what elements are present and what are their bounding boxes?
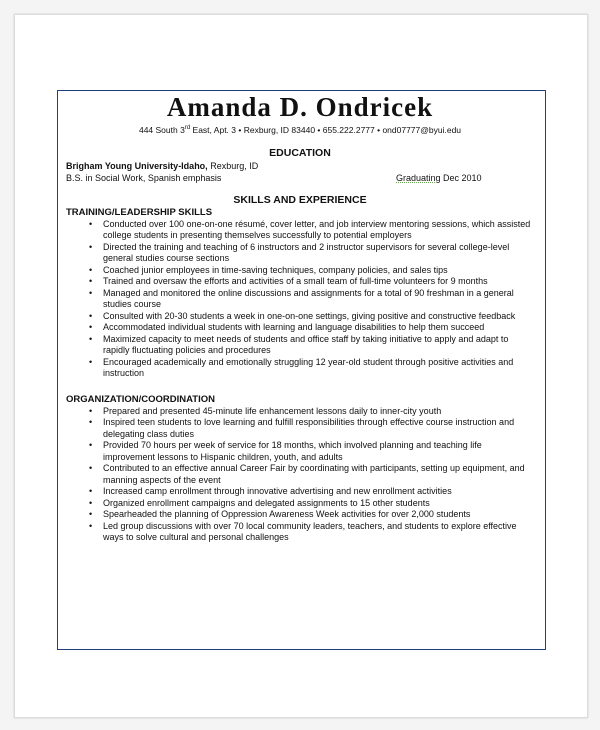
bullet-dot-icon: • — [89, 264, 93, 275]
school-name: Brigham Young University-Idaho, — [66, 160, 208, 171]
bullet-text: Trained and oversaw the efforts and activities of a small team of full-time volunteers for 9 months — [103, 276, 488, 287]
contact-address-number: 444 South 3 — [138, 124, 185, 135]
bullet-item — [89, 509, 534, 521]
bullet-dot-icon: • — [89, 509, 93, 520]
bullet-dot-icon: • — [89, 356, 93, 367]
bullet-text: Prepared and presented 45-minute life enhancement lessons daily to inner-city youth — [103, 405, 442, 416]
bullet-item — [89, 264, 534, 277]
skills-heading: SKILLS AND EXPERIENCE — [233, 193, 367, 206]
degree: B.S. in Social Work, Spanish emphasis — [66, 172, 222, 183]
bullet-dot-icon: • — [89, 486, 93, 497]
bullet-item — [89, 218, 534, 242]
bullet-item — [89, 463, 534, 486]
bullet-dot-icon: • — [89, 333, 93, 344]
bullet-text: Spearheaded the planning of Oppression Awareness Week activities for over 2,000 students — [103, 509, 471, 520]
graduation-date: Dec 2010 — [440, 172, 482, 183]
bullet-text: Managed and monitored the online discussions and assignments for a total of 90 freshman in a general studies course — [103, 287, 514, 310]
bullet-dot-icon: • — [89, 440, 93, 451]
bullet-text: Inspired teen students to love learning and fulfill responsibilities through effective course instruction and delegating class duties — [103, 417, 515, 439]
bullet-text: Provided 70 hours per week of service for 18 months, which involved planning and teaching life improvement lessons to Hispanic children, youth, and adults — [103, 440, 482, 462]
bullet-text: Increased camp enrollment through innovative advertising and new enrollment activities — [103, 486, 452, 497]
bullet-item — [89, 440, 534, 463]
bullet-item — [89, 241, 534, 265]
bullet-item — [89, 497, 534, 510]
bullet-text: Conducted over 100 one-on-one résumé, cover letter, and job interview mentoring sessions, which assisted college students in presenting themselves successfully to potential employers — [103, 218, 531, 241]
bullet-text: Contributed to an effective annual Career Fair by coordinating with participants, setting up equipment, and manning aspects of the event — [103, 463, 525, 485]
bullet-item — [89, 322, 534, 334]
education-degree-row — [66, 172, 534, 184]
education-heading: EDUCATION — [269, 146, 331, 159]
education-school-row — [66, 160, 534, 172]
graduation-word: Graduating — [396, 172, 441, 183]
bullet-text: Consulted with 20-30 students a week in one-on-one settings, giving positive and constructive feedback — [103, 310, 516, 321]
contact-address-rest: East, Apt. 3 • Rexburg, ID 83440 • 655.222.2777 • ond07777@byui.edu — [190, 124, 462, 135]
contact-line — [66, 123, 534, 136]
bullet-item — [89, 287, 534, 311]
bullet-dot-icon: • — [89, 497, 93, 508]
bullet-dot-icon: • — [89, 218, 93, 229]
bullet-text: Directed the training and teaching of 6 instructors and 2 instructor supervisors for several college-level general studies course sections — [103, 241, 510, 264]
contact-address-ordinal: rd — [184, 125, 191, 131]
bullet-item — [89, 520, 534, 544]
bullet-dot-icon: • — [89, 463, 93, 474]
bullet-text: Organized enrollment campaigns and delegated assignments to 15 other students — [103, 497, 430, 508]
training-heading: TRAINING/LEADERSHIP SKILLS — [66, 206, 213, 218]
organization-list — [66, 406, 534, 544]
bullet-dot-icon: • — [89, 310, 93, 321]
resume-content — [66, 92, 534, 544]
school-location: Rexburg, ID — [207, 160, 259, 171]
bullet-dot-icon: • — [89, 276, 93, 287]
bullet-item — [89, 405, 534, 418]
organization-heading: ORGANIZATION/COORDINATION — [66, 393, 215, 405]
bullet-text: Coached junior employees in time-saving techniques, company policies, and sales tips — [103, 264, 448, 275]
training-list — [66, 219, 534, 380]
bullet-dot-icon: • — [89, 520, 93, 531]
bullet-item — [89, 333, 534, 357]
bullet-dot-icon: • — [89, 405, 93, 416]
bullet-text: Accommodated individual students with learning and language disabilities to help them succeed — [103, 322, 485, 333]
candidate-name: Amanda D. Ondricek — [166, 92, 434, 122]
bullet-item — [89, 356, 534, 380]
bullet-dot-icon: • — [89, 322, 93, 333]
bullet-item — [89, 417, 534, 440]
bullet-text: Led group discussions with over 70 local community leaders, teachers, and students to explore effective ways to solve cultural and personal challenges — [103, 520, 517, 543]
bullet-dot-icon: • — [89, 241, 93, 252]
bullet-dot-icon: • — [89, 287, 93, 298]
bullet-text: Maximized capacity to meet needs of students and office staff by taking initiative to apply and adapt to rapidly fluctuating policies and procedures — [103, 333, 509, 356]
bullet-item — [89, 486, 534, 498]
bullet-dot-icon: • — [89, 417, 93, 428]
bullet-text: Encouraged academically and emotionally struggling 12 year-old student through positive activities and instruction — [103, 356, 514, 379]
bullet-item — [89, 276, 534, 288]
graduation-info — [396, 172, 482, 184]
bullet-item — [89, 310, 534, 323]
